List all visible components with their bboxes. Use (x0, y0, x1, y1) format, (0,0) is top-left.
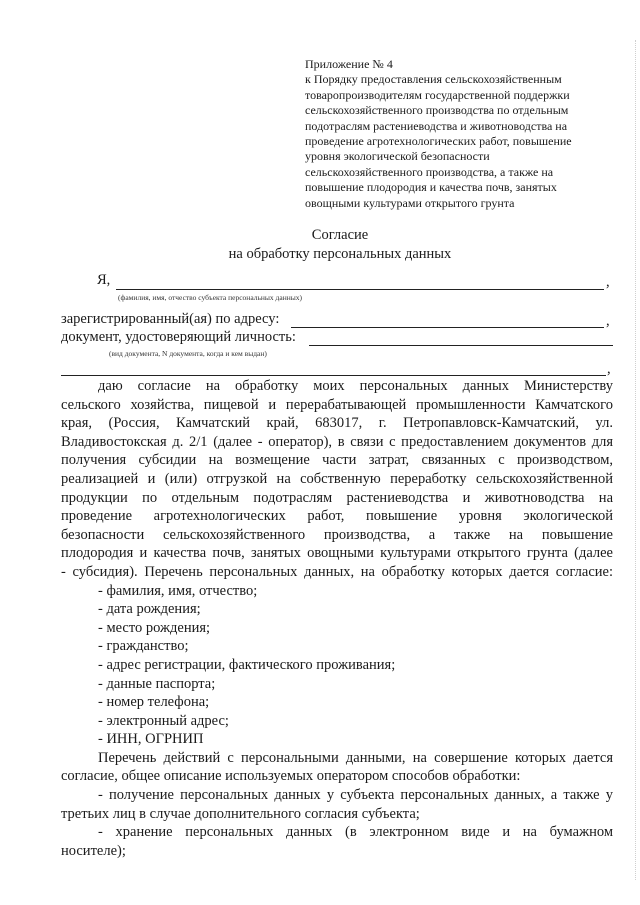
actions-line: согласие, общее описание используемых оператором способов обработки: (61, 768, 521, 785)
list-item: - адрес регистрации, фактического проживания; (98, 656, 396, 673)
action-item-line: - хранение персональных данных (в электронном виде и на бумажном (98, 824, 613, 841)
appendix-line: уровня экологической безопасности (305, 149, 490, 164)
extra-blank-line[interactable] (61, 375, 606, 376)
document-subtitle: на обработку персональных данных (228, 246, 452, 262)
consent-line: проведение агротехнологических работ, повышение уровня экологической (61, 508, 613, 525)
appendix-line: сельскохозяйственного производства по отдельным (305, 103, 569, 118)
appendix-line: подотраслям растениеводства и животноводства на (305, 118, 568, 133)
list-item: - ИНН, ОГРНИП (98, 731, 204, 748)
list-item: - данные паспорта; (98, 675, 216, 692)
appendix-line: овощными культурами открытого грунта (305, 195, 515, 210)
name-blank-line[interactable] (116, 289, 604, 290)
name-label: Я, (97, 272, 111, 288)
action-item-line: носителе); (61, 842, 126, 859)
appendix-line: сельскохозяйственного производства, а также на (305, 164, 554, 179)
list-item: - место рождения; (98, 619, 211, 636)
consent-line: даю согласие на обработку моих персональных данных Министерству (98, 378, 613, 394)
name-comma: , (606, 274, 610, 290)
list-item: - дата рождения; (98, 601, 201, 618)
list-item: - номер телефона; (98, 694, 210, 711)
appendix-header (305, 57, 605, 211)
document-label: документ, удостоверяющий личность: (61, 329, 296, 345)
consent-line: плодородия и качества почв, занятых овощными культурами открытого грунта (далее (61, 545, 613, 562)
appendix-line: к Порядку предоставления сельскохозяйственным (305, 72, 562, 87)
consent-line: - субсидия). Перечень персональных данных, на обработку которых дается согласие: (61, 563, 613, 580)
address-label: зарегистрированный(ая) по адресу: (61, 311, 280, 327)
address-blank-line[interactable] (291, 327, 604, 328)
consent-line: продукции по отдельным подотраслям растениеводства и животноводства на (61, 489, 613, 506)
name-caption: (фамилия, имя, отчество субъекта персональных данных) (118, 293, 303, 302)
extra-comma: , (607, 361, 611, 377)
consent-line: получения субсидии на возмещение части затрат, связанных с производством, (61, 452, 613, 469)
consent-line: края, (Россия, Камчатский край, 683017, г. Петропавловск-Камчатский, ул. (61, 415, 613, 432)
action-item-line: - получение персональных данных у субъекта персональных данных, а также у (98, 787, 613, 804)
appendix-line: товаропроизводителям государственной поддержки (305, 87, 570, 102)
list-item: - гражданство; (98, 638, 189, 655)
actions-line: Перечень действий с персональными данными, на совершение которых дается (98, 749, 613, 766)
document-blank-line[interactable] (309, 345, 613, 346)
address-comma: , (606, 313, 610, 329)
document-title: Согласие (311, 227, 369, 243)
consent-line: реализацией и (или) отгрузкой на собственную переработку сельскохозяйственной (61, 470, 613, 487)
appendix-line: проведение агротехнологических работ, повышение (305, 134, 572, 149)
appendix-line: повышение плодородия и качества почв, занятых (305, 180, 557, 195)
consent-text (61, 377, 613, 860)
consent-line: Владивостокская д. 2/1 (далее - оператор), в связи с предоставлением документов для (61, 433, 613, 450)
list-item: - электронный адрес; (98, 712, 229, 729)
scan-edge-line (635, 40, 636, 880)
consent-line: сельского хозяйства, пищевой и перерабатывающей промышленности Камчатского (61, 396, 613, 413)
appendix-line: Приложение № 4 (305, 57, 393, 71)
list-item: - фамилия, имя, отчество; (98, 582, 258, 599)
consent-line: безопасности сельскохозяйственного производства, а также на повышение (61, 526, 613, 543)
document-caption: (вид документа, N документа, когда и кем выдан) (109, 349, 267, 358)
action-item-line: третьих лиц в случае дополнительного согласия субъекта; (61, 805, 420, 822)
